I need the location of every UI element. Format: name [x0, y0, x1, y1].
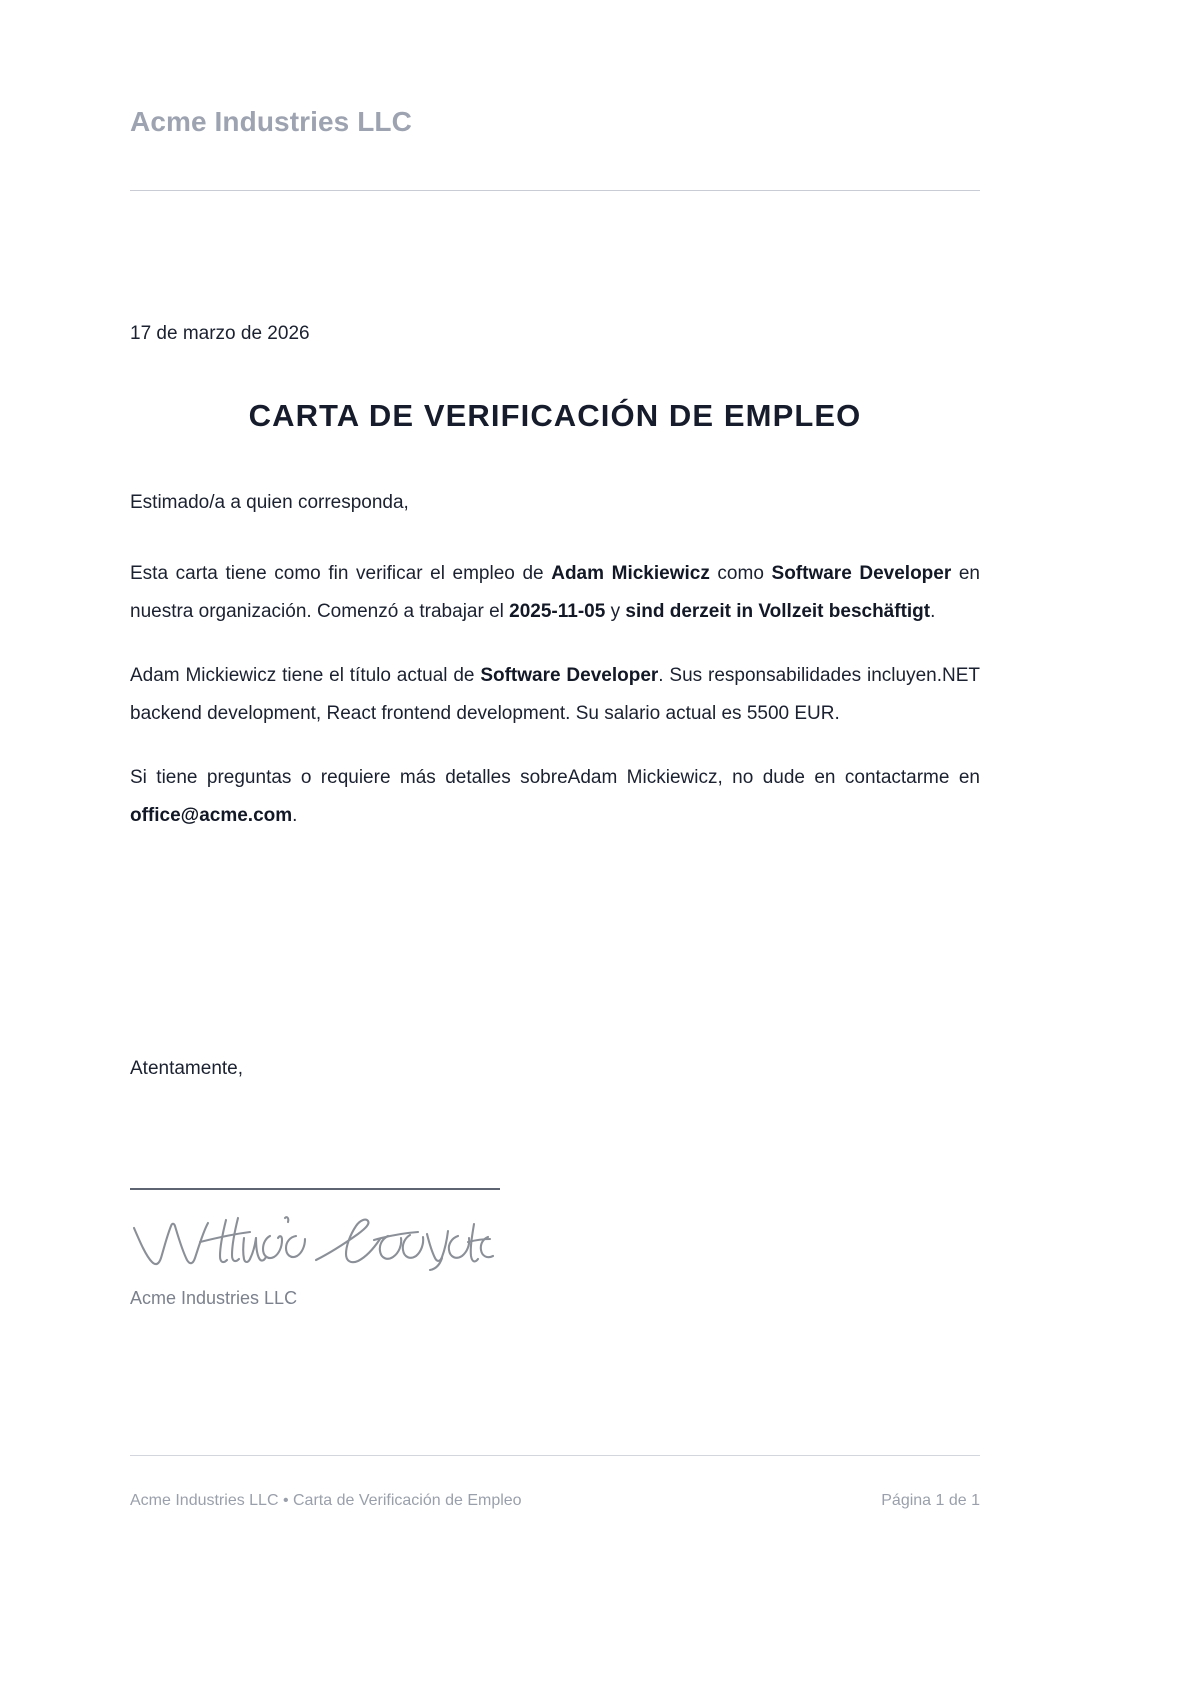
footer-page-number: Página 1 de 1 [881, 1492, 980, 1509]
p3-text-2: . [292, 805, 298, 827]
salutation: Estimado/a a quien corresponda, [130, 492, 409, 513]
letterhead [130, 105, 980, 139]
p2-text-2: . Sus responsabilidades incluyen.NET backend development, React frontend development. Su salario actual es 5500 EUR. [130, 665, 980, 725]
p1-text-2: como [709, 563, 772, 585]
p1-text-5: . [930, 601, 936, 623]
p1-text-1: Esta carta tiene como fin verificar el empleo de [130, 563, 552, 585]
page-title: CARTA DE VERIFICACIÓN DE EMPLEO [248, 398, 862, 433]
p1-text-3: en nuestra organización. Comenzó a trabajar el [130, 563, 980, 623]
footer-divider [130, 1455, 980, 1456]
signer-organization: Acme Industries LLC [130, 1288, 298, 1308]
company-name: Acme Industries LLC [130, 106, 412, 137]
signature-image [130, 1212, 500, 1274]
closing-salutation: Atentamente, [130, 1058, 244, 1079]
paragraph-contact [130, 759, 980, 835]
p1-text-4: y [605, 601, 626, 623]
p3-contact-email: office@acme.com [130, 805, 293, 827]
letter-date: 17 de marzo de 2026 [130, 323, 310, 344]
page-footer [130, 1492, 980, 1510]
letter-body [130, 488, 980, 835]
p1-employment-status: sind derzeit in Vollzeit beschäftigt [625, 601, 931, 623]
p2-text-1: Adam Mickiewicz tiene el título actual de [130, 665, 481, 687]
paragraph-role-details [130, 657, 980, 733]
footer-left-text: Acme Industries LLC • Carta de Verificación de Empleo [130, 1492, 522, 1509]
signature-line [130, 1188, 500, 1190]
header-divider [130, 190, 980, 191]
p1-start-date: 2025-11-05 [509, 601, 606, 623]
p2-job-title: Software Developer [480, 665, 659, 687]
p1-employee-name: Adam Mickiewicz [551, 563, 710, 585]
p3-text-1: Si tiene preguntas o requiere más detalles sobreAdam Mickiewicz, no dude en contactarme en [130, 767, 980, 789]
p1-job-title: Software Developer [771, 563, 952, 585]
paragraph-employment-verification [130, 555, 980, 631]
